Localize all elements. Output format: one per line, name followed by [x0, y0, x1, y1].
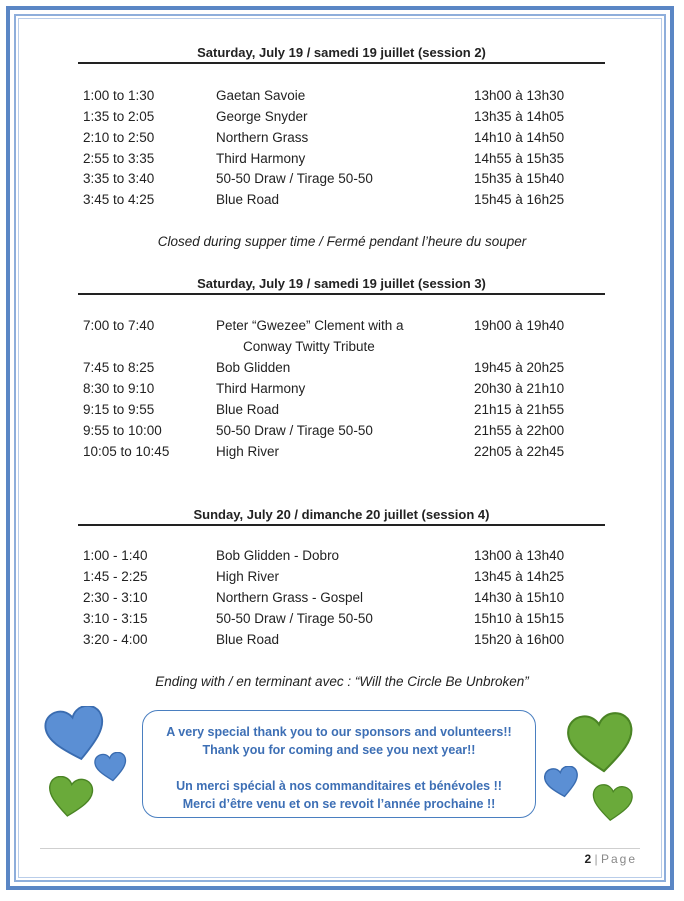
- schedule-row: 3:45 to 4:25 Blue Road 15h45 à 16h25: [83, 192, 565, 207]
- footer-divider: [40, 848, 640, 849]
- schedule-row: 1:00 - 1:40 Bob Glidden - Dobro 13h00 à 13h40: [83, 548, 565, 563]
- schedule-row: 3:35 to 3:40 50-50 Draw / Tirage 50-50 15h35 à 15h40: [83, 171, 565, 186]
- thanks-line-fr-1: Un merci spécial à nos commanditaires et bénévoles !!: [176, 779, 502, 793]
- supper-note: Closed during supper time / Fermé pendant l’heure du souper: [157, 234, 527, 249]
- schedule-row: 2:10 to 2:50 Northern Grass 14h10 à 14h50: [83, 130, 565, 145]
- heart-icon: [566, 712, 636, 774]
- schedule-row: 9:55 to 10:00 50-50 Draw / Tirage 50-50 21h55 à 22h00: [83, 423, 565, 438]
- schedule-row-continuation: Conway Twitty Tribute: [243, 339, 375, 354]
- page-footer: [584, 852, 637, 866]
- schedule-row: 2:55 to 3:35 Third Harmony 14h55 à 15h35: [83, 151, 565, 166]
- heart-icon: [544, 766, 580, 798]
- ending-note: Ending with / en terminant avec : “Will the Circle Be Unbroken”: [155, 674, 529, 689]
- thanks-line-en-1: A very special thank you to our sponsors and volunteers!!: [166, 725, 512, 739]
- schedule-row: 10:05 to 10:45 High River 22h05 à 22h45: [83, 444, 565, 459]
- session-2-heading: Saturday, July 19 / samedi 19 juillet (session 2): [78, 45, 605, 64]
- schedule-row: 1:00 to 1:30 Gaetan Savoie 13h00 à 13h30: [83, 88, 565, 103]
- schedule-row: 3:10 - 3:15 50-50 Draw / Tirage 50-50 15h10 à 15h15: [83, 611, 565, 626]
- thank-you-box: [142, 710, 536, 818]
- session-3-heading: Saturday, July 19 / samedi 19 juillet (session 3): [78, 276, 605, 295]
- schedule-row: 1:45 - 2:25 High River 13h45 à 14h25: [83, 569, 565, 584]
- page-label: Page: [600, 852, 637, 866]
- schedule-row: 7:00 to 7:40 Peter “Gwezee” Clement with a 19h00 à 19h40: [83, 318, 565, 333]
- schedule-row: 2:30 - 3:10 Northern Grass - Gospel 14h30 à 15h10: [83, 590, 565, 605]
- thanks-line-fr-2: Merci d’être venu et on se revoit l’année prochaine !!: [182, 797, 496, 811]
- schedule-row: 8:30 to 9:10 Third Harmony 20h30 à 21h10: [83, 381, 565, 396]
- schedule-row: 7:45 to 8:25 Bob Glidden 19h45 à 20h25: [83, 360, 565, 375]
- schedule-row: 1:35 to 2:05 George Snyder 13h35 à 14h05: [83, 109, 565, 124]
- thanks-line-en-2: Thank you for coming and see you next year!!: [202, 743, 476, 757]
- schedule-row: 9:15 to 9:55 Blue Road 21h15 à 21h55: [83, 402, 565, 417]
- schedule-row: 3:20 - 4:00 Blue Road 15h20 à 16h00: [83, 632, 565, 647]
- heart-icon: [94, 752, 128, 782]
- page-number: 2: [584, 852, 592, 866]
- footer-separator: |: [594, 852, 598, 866]
- heart-icon: [590, 784, 634, 822]
- heart-icon: [46, 776, 94, 818]
- session-4-heading: Sunday, July 20 / dimanche 20 juillet (session 4): [78, 507, 605, 526]
